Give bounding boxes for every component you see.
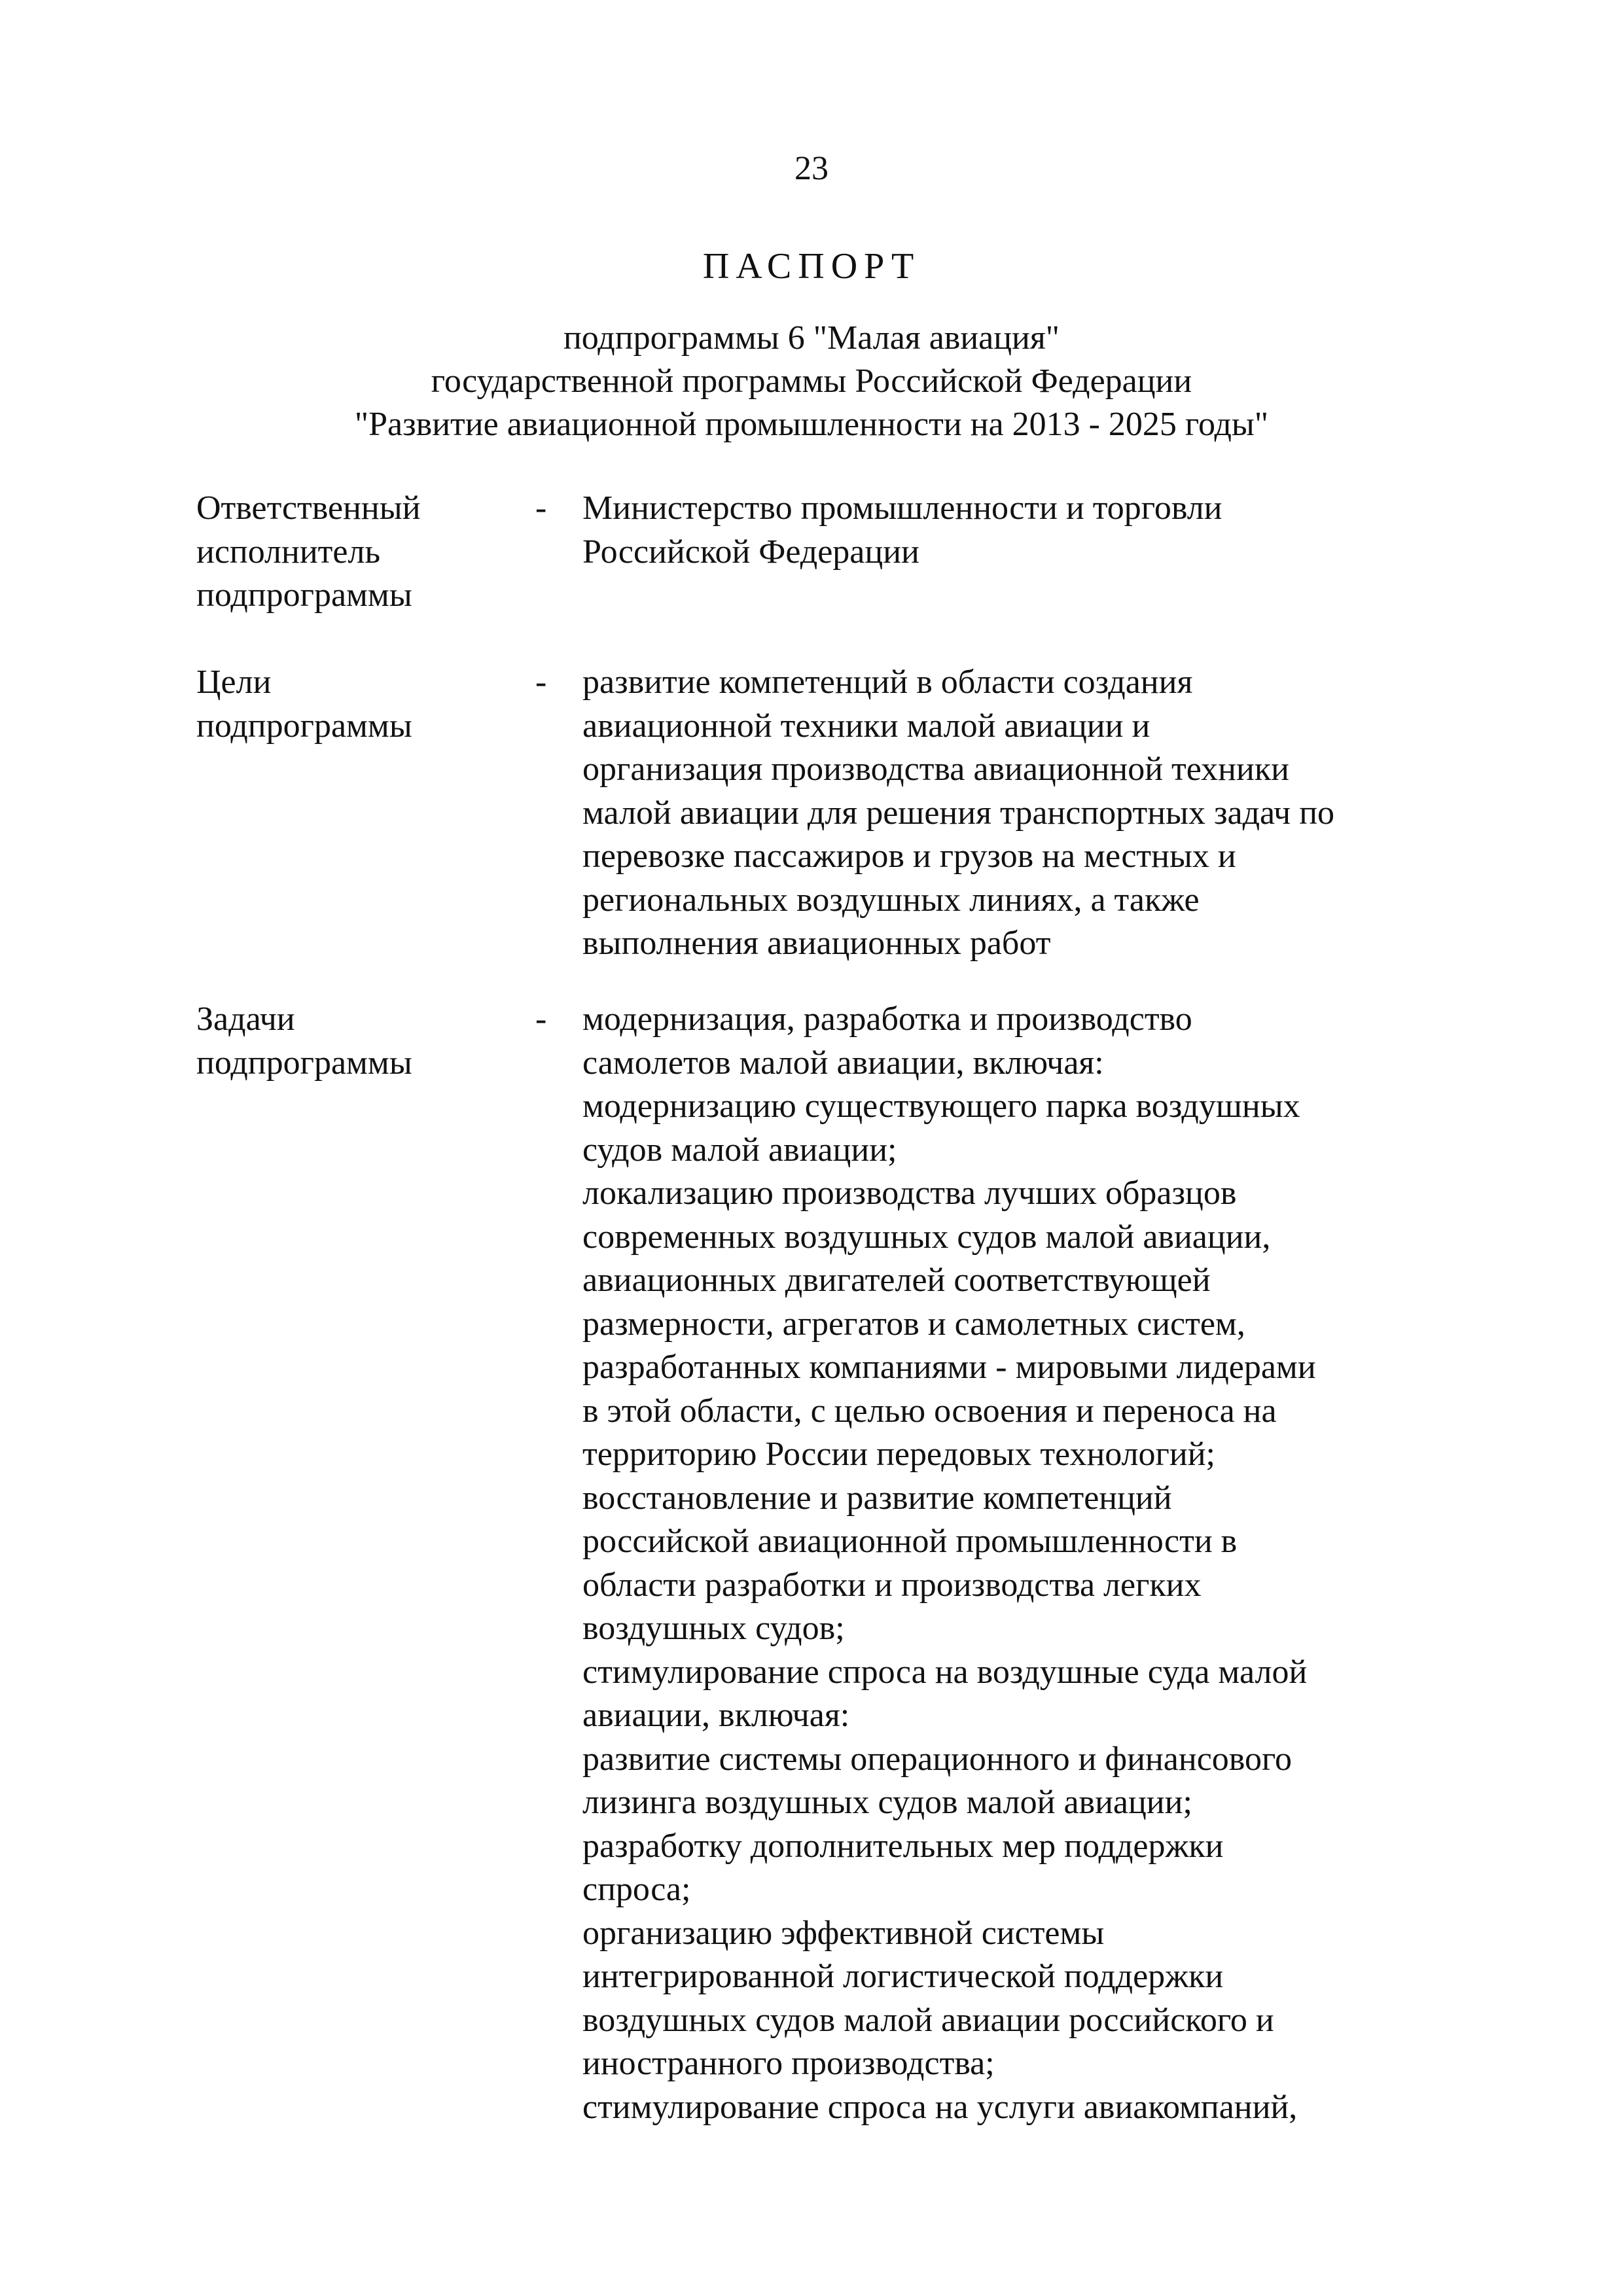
passport-table xyxy=(0,487,1623,2129)
content-line: развитие компетенций в области создания xyxy=(582,663,1193,701)
subtitle-line: "Развитие авиационной промышленности на 2013 - 2025 годы" xyxy=(354,406,1269,443)
content-line: воздушных судов; xyxy=(582,1610,845,1647)
content-line: модернизация, разработка и производство xyxy=(582,1000,1192,1038)
subtitle-line: государственной программы Российской Федерации xyxy=(431,362,1192,400)
row-label xyxy=(196,998,524,1085)
content-line: самолетов малой авиации, включая: xyxy=(582,1044,1104,1082)
content-line: авиации, включая: xyxy=(582,1697,850,1734)
content-line: восстановление и развитие компетенций xyxy=(582,1479,1172,1517)
row-goals xyxy=(0,661,1623,998)
content-line: выполнения авиационных работ xyxy=(582,925,1051,962)
content-line: размерности, агрегатов и самолетных систем, xyxy=(582,1305,1245,1343)
content-line: спроса; xyxy=(582,1871,691,1908)
document-title: ПАСПОРТ xyxy=(702,246,921,287)
content-line: региональных воздушных линиях, а также xyxy=(582,881,1200,919)
subtitle-line: подпрограммы 6 "Малая авиация" xyxy=(563,319,1060,357)
content-line: лизинга воздушных судов малой авиации; xyxy=(582,1784,1192,1821)
row-tasks xyxy=(0,998,1623,2129)
row-dash: - xyxy=(535,489,547,527)
row-label xyxy=(196,661,524,748)
label-line: Задачи xyxy=(196,1000,295,1038)
label-line: подпрограммы xyxy=(196,707,412,745)
label-line: Цели xyxy=(196,663,272,701)
label-line: исполнитель xyxy=(196,533,381,571)
content-line: стимулирование спроса на услуги авиакомпаний, xyxy=(582,2088,1298,2126)
content-line: территорию России передовых технологий; xyxy=(582,1436,1215,1473)
label-line: подпрограммы xyxy=(196,576,412,614)
content-line: организация производства авиационной техники xyxy=(582,751,1289,788)
content-line: Российской Федерации xyxy=(582,533,919,571)
label-line: подпрограммы xyxy=(196,1044,412,1082)
row-dash: - xyxy=(535,663,547,701)
content-line: Министерство промышленности и торговли xyxy=(582,489,1222,527)
content-line: современных воздушных судов малой авиации, xyxy=(582,1218,1271,1256)
content-line: воздушных судов малой авиации российского и xyxy=(582,2001,1274,2039)
content-line: локализацию производства лучших образцов xyxy=(582,1174,1237,1212)
content-line: развитие системы операционного и финансового xyxy=(582,1740,1293,1778)
content-line: модернизацию существующего парка воздушных xyxy=(582,1087,1300,1125)
content-line: малой авиации для решения транспортных задач по xyxy=(582,794,1335,832)
content-line: разработку дополнительных мер поддержки xyxy=(582,1827,1224,1865)
row-content xyxy=(582,487,1512,574)
content-line: иностранного производства; xyxy=(582,2045,995,2082)
content-line: авиационной техники малой авиации и xyxy=(582,707,1150,745)
content-line: в этой области, с целью освоения и переноса на xyxy=(582,1392,1277,1430)
page-number: 23 xyxy=(794,150,829,187)
content-line: разработанных компаниями - мировыми лидерами xyxy=(582,1349,1316,1386)
content-line: интегрированной логистической поддержки xyxy=(582,1958,1224,1995)
row-label xyxy=(196,487,524,618)
content-line: стимулирование спроса на воздушные суда малой xyxy=(582,1653,1308,1691)
content-line: авиационных двигателей соответствующей xyxy=(582,1262,1211,1299)
row-content xyxy=(582,661,1512,966)
content-line: российской авиационной промышленности в xyxy=(582,1523,1238,1560)
content-line: перевозке пассажиров и грузов на местных и xyxy=(582,838,1236,875)
content-line: организацию эффективной системы xyxy=(582,1914,1105,1952)
label-line: Ответственный xyxy=(196,489,421,527)
row-responsible-executor xyxy=(0,487,1623,661)
document-subtitle xyxy=(0,317,1623,446)
row-content xyxy=(582,998,1512,2129)
row-dash: - xyxy=(535,1000,547,1038)
content-line: области разработки и производства легких xyxy=(582,1566,1202,1604)
content-line: судов малой авиации; xyxy=(582,1131,897,1169)
